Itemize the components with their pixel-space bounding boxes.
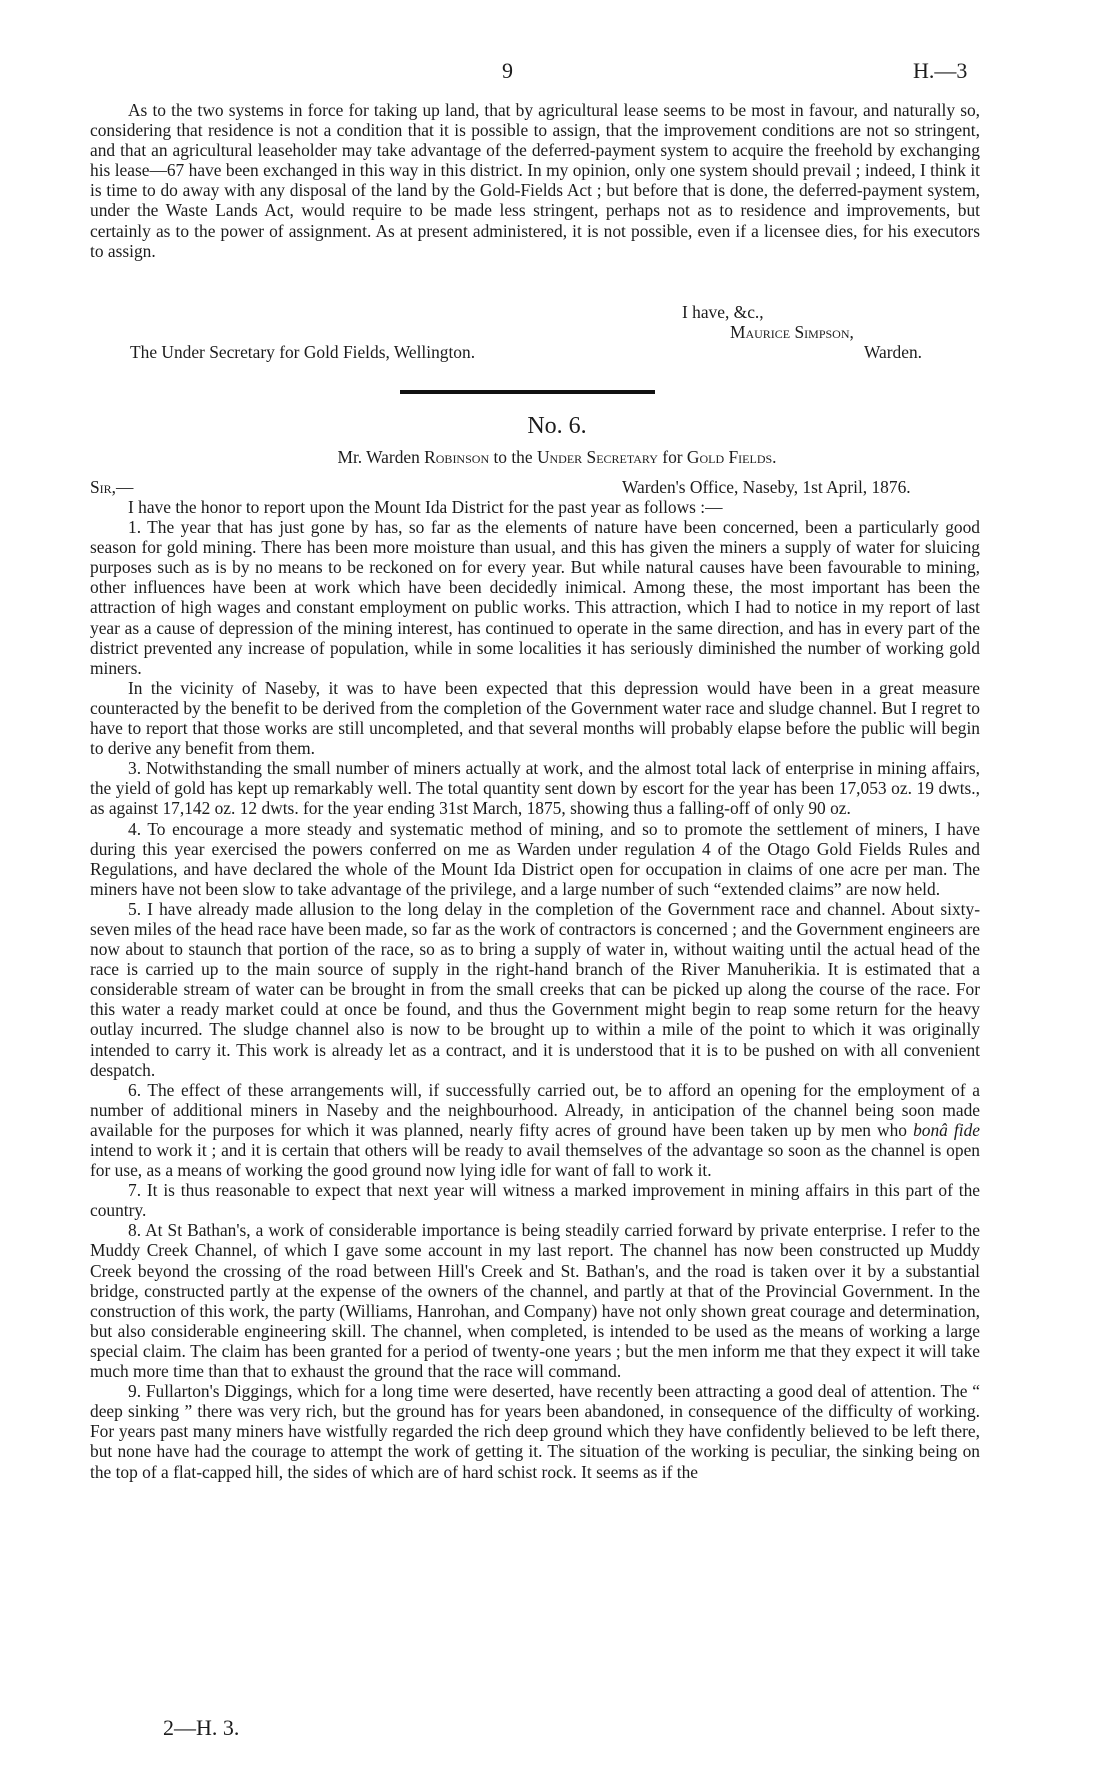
paragraph-6 (90, 1080, 980, 1180)
place-and-date: Warden's Office, Naseby, 1st April, 1876. (622, 477, 911, 497)
subtitle-for: for (662, 447, 683, 467)
signature-mark: 2—H. 3. (163, 1715, 240, 1740)
paragraph-3: 3. Notwithstanding the small number of miners actually at work, and the almost total lack of enterprise in mining affairs, the yield of gold has kept up remarkably well. The total quantity sent down by escort for the year has been 17,053 oz. 19 dwts., as against 17,142 oz. 12 dwts. for the year ending 31st March, 1875, showing thus a falling-off of only 90 oz. (90, 758, 980, 819)
addressee: The Under Secretary for Gold Fields, Wellington. (130, 342, 476, 362)
letter-end-paragraph: As to the two systems in force for taking up land, that by agricultural lease seems to be most in favour, and naturally so, considering that residence is not a condition that it is possible to assign, that the improvement conditions are not so stringent, and that an agricultural leaseholder may take advantage of the deferred-payment system to acquire the freehold by exchanging his lease—67 have been exchanged in this way in this district. In my opinion, only one system should prevail ; indeed, I think it is time to do away with any disposal of the land by the Gold-Fields Act ; but before that is done, the deferred-payment system, under the Waste Lands Act, would require to be made less stringent, perhaps not as to residence and improvements, but certainly as to the power of assignment. As at present administered, it is not possible, even if a licensee dies, for his executors to assign. (90, 100, 980, 261)
document-reference: H.—3 (913, 58, 968, 83)
paragraph-6-part-a: 6. The effect of these arrangements will, if successfully carried out, be to afford an opening for the employment of a number of additional miners in Naseby and the neighbourhood. Already, in anticipation of the channel being soon made available for the purposes for which it was planned, nearly fifty acres of ground have been taken up by men who (90, 1079, 980, 1140)
paragraph-8: 8. At St Bathan's, a work of considerable importance is being steadily carried forward by private enterprise. I refer to the Muddy Creek Channel, of which I gave some account in my last report. The channel has now been constructed up Muddy Creek beyond the crossing of the road between Hill's Creek and St. Bathan's, and the road is taken over it by a substantial bridge, constructed partly at the expense of the owners of the channel, and partly at that of the Provincial Government. In the construction of this work, the party (Williams, Hanrohan, and Company) have not only shown great courage and determination, but also considerable engineering skill. The channel, when completed, is intended to be used as the means of working a large special claim. The claim has been granted for a period of twenty-one years ; but the men inform me that they expect it will take much more time than that to exhaust the ground that the race will command. (90, 1220, 980, 1382)
paragraph-6-part-b: intend to work it ; and it is certain that others will be ready to avail themselves of the advantage so soon as the channel is open for use, as a means of working the good ground now lying idle for want of fall to work it. (90, 1140, 980, 1181)
page-number: 9 (502, 58, 513, 83)
paragraph-2: In the vicinity of Naseby, it was to have been expected that this depression would have been in a great measure counteracted by the benefit to be derived from the completion of the Government water race and sludge channel. But I regret to have to report that those works are still uncompleted, and that several months will probably elapse before the public will begin to derive any benefit from them. (90, 677, 980, 759)
paragraph-9: 9. Fullarton's Diggings, which for a long time were deserted, have recently been attracting a good deal of attention. The “ deep sinking ” there was very rich, but the ground has for years been abandoned, in consequence of the difficulty of working. For years past many miners have wistfully regarded the rich deep ground which they have confidently believed to be left there, but none have had the courage to attempt the work of getting it. The situation of the working is peculiar, the sinking being on the top of a flat-capped hill, the sides of which are of hard schist rock. It seems as if the (90, 1381, 980, 1482)
paragraph-4: 4. To encourage a more steady and systematic method of mining, and so to promote the settlement of miners, I have during this year exercised the powers conferred on me as Warden under regulation 4 of the Otago Gold Fields Rules and Regulations, and have declared the whole of the Mount Ida District open for occupation in claims of one acre per man. The miners have not been slow to take advantage of the privilege, and a large number of such “extended claims” are now held. (90, 818, 980, 899)
signatory-name: Maurice Simpson, (730, 322, 854, 342)
closing-line: I have, &c., (682, 302, 764, 322)
section-divider (400, 390, 655, 394)
report-body (90, 497, 980, 1482)
signatory-title: Warden. (864, 342, 922, 362)
paragraph-6-latin: bonâ fide (913, 1119, 980, 1140)
paragraph-1: 1. The year that has just gone by has, so far as the elements of nature have been concerned, been a particularly good season for gold mining. There has been more moisture than usual, and this has given the miners a supply of water for sluicing purposes such as is by no means to be reckoned on for every year. But while natural causes have been favourable to mining, other influences have been at work which have been decidedly inimical. Among these, the most important has been the attraction of high wages and constant employment on public works. This attraction, which I had to notice in my report of last year as a cause of depression of the mining interest, has continued to operate in the same direction, and has in every part of the district prevented any increase of population, while in some localities it has seriously diminished the number of working gold miners. (90, 517, 980, 678)
salutation: Sir,— (90, 477, 134, 497)
section-title: No. 6. (527, 413, 587, 439)
letter-end-paragraph-block (90, 100, 980, 261)
paragraph-7: 7. It is thus reasonable to expect that next year will witness a marked improvement in mining affairs in this part of the country. (90, 1180, 980, 1221)
paragraph-5: 5. I have already made allusion to the long delay in the completion of the Government race and channel. About sixty-seven miles of the head race have been made, so far as the work of contractors is concerned ; and the Government engineers are now about to staunch that portion of the race, so as to bring a supply of water in, without waiting until the actual head of the race is carried up to the main source of supply in the right-hand branch of the River Manuherikia. It is estimated that a considerable stream of water can be brought in from the small creeks that can be picked up along the course of the race. For this water a ready market could at once be found, and thus the Government might begin to reap some return for the heavy outlay incurred. The sludge channel also is now to be brought up to within a mile of the point to which it was originally intended to carry it. This work is already let as a contract, and it is understood that it is to be pushed on with all convenient despatch. (90, 898, 980, 1080)
subtitle-warden-name: Robinson (424, 447, 490, 467)
subtitle-recipient: Under Secretary (536, 447, 658, 467)
subtitle-prefix: Mr. Warden (337, 447, 420, 467)
subtitle-department: Gold Fields. (686, 447, 777, 467)
section-subtitle (0, 447, 1114, 467)
report-intro: I have the honor to report upon the Mount Ida District for the past year as follows :— (128, 497, 723, 517)
subtitle-connector: to the (493, 447, 533, 467)
